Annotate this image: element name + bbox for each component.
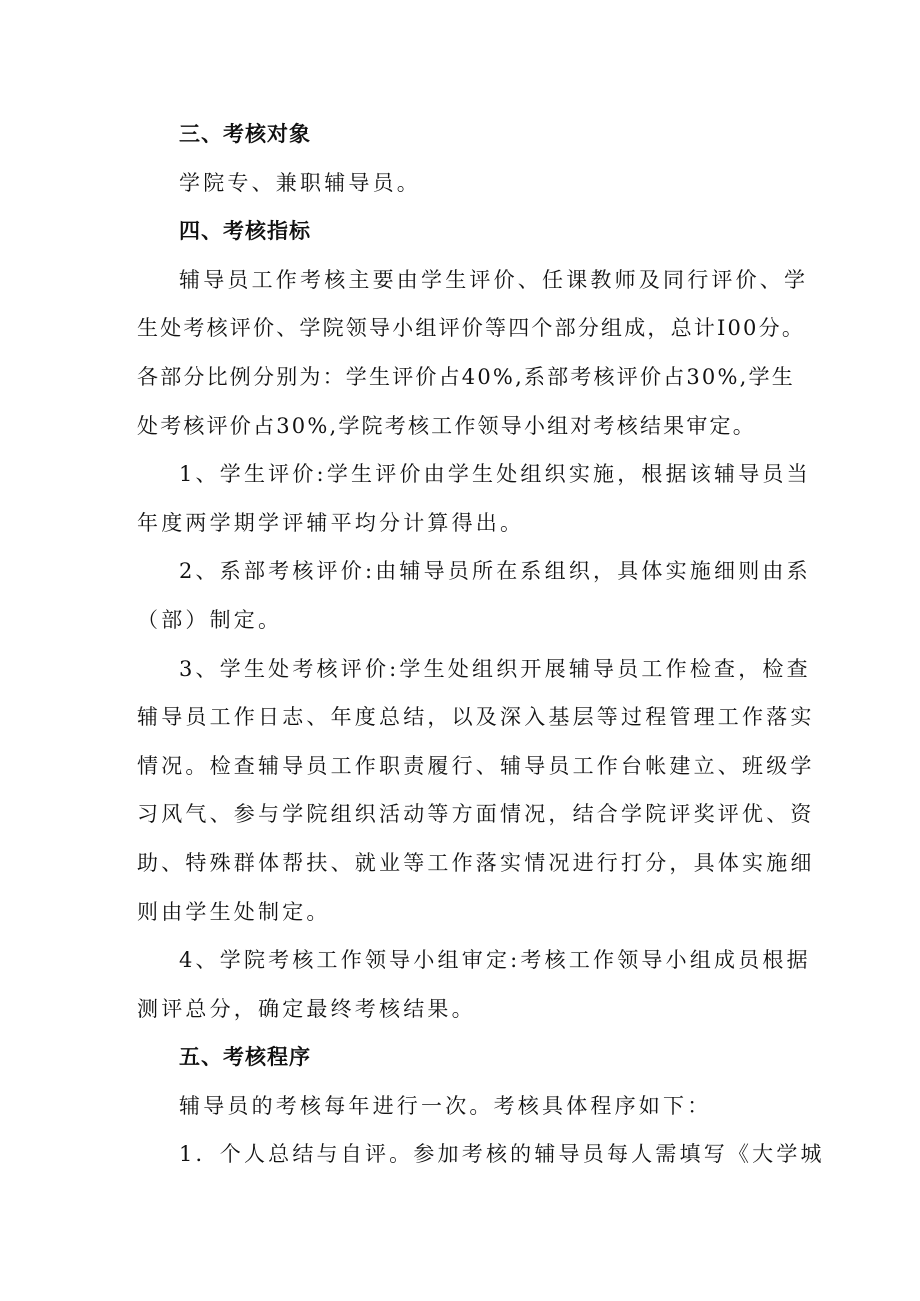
paragraph-line: 年度两学期学评辅平均分计算得出。 xyxy=(137,510,525,535)
paragraph-line: 辅导员工作日志、年度总结，以及深入基层等过程管理工作落实 xyxy=(137,705,815,730)
paragraph-line: 各部分比例分别为：学生评价占40%,系部考核评价占30%,学生 xyxy=(137,364,795,389)
paragraph-line: 辅导员的考核每年进行一次。考核具体程序如下： xyxy=(179,1093,712,1118)
paragraph-line: 助、特殊群体帮扶、就业等工作落实情况进行打分，具体实施细 xyxy=(137,850,815,875)
paragraph-line: 习风气、参与学院组织活动等方面情况，结合学院评奖评优、资 xyxy=(137,802,815,827)
paragraph-line: 1．个人总结与自评。参加考核的辅导员每人需填写《大学城 xyxy=(179,1142,825,1167)
paragraph-line: 生处考核评价、学院领导小组评价等四个部分组成，总计I00分。 xyxy=(137,316,806,341)
section-heading-5: 五、考核程序 xyxy=(179,1045,311,1070)
section-heading-4: 四、考核指标 xyxy=(179,219,311,244)
paragraph-line: 辅导员工作考核主要由学生评价、任课教师及同行评价、学 xyxy=(179,267,809,292)
paragraph-line: （部）制定。 xyxy=(137,607,283,632)
paragraph-line: 3、学生处考核评价:学生处组织开展辅导员工作检查，检查 xyxy=(179,656,811,681)
paragraph-line: 学院专、兼职辅导员。 xyxy=(179,170,421,195)
paragraph-line: 2、系部考核评价:由辅导员所在系组织，具体实施细则由系 xyxy=(179,559,811,584)
section-heading-3: 三、考核对象 xyxy=(179,122,311,146)
paragraph-line: 测评总分，确定最终考核结果。 xyxy=(137,996,476,1021)
paragraph-line: 情况。检查辅导员工作职责履行、辅导员工作台帐建立、班级学 xyxy=(137,753,815,778)
document-page xyxy=(137,110,825,1179)
paragraph-line: 则由学生处制定。 xyxy=(137,899,331,924)
paragraph-line: 1、学生评价:学生评价由学生处组织实施，根据该辅导员当 xyxy=(179,462,811,487)
paragraph-line: 4、学院考核工作领导小组审定:考核工作领导小组成员根据 xyxy=(179,948,811,973)
paragraph-line: 处考核评价占30%,学院考核工作领导小组对考核结果审定。 xyxy=(137,413,756,438)
